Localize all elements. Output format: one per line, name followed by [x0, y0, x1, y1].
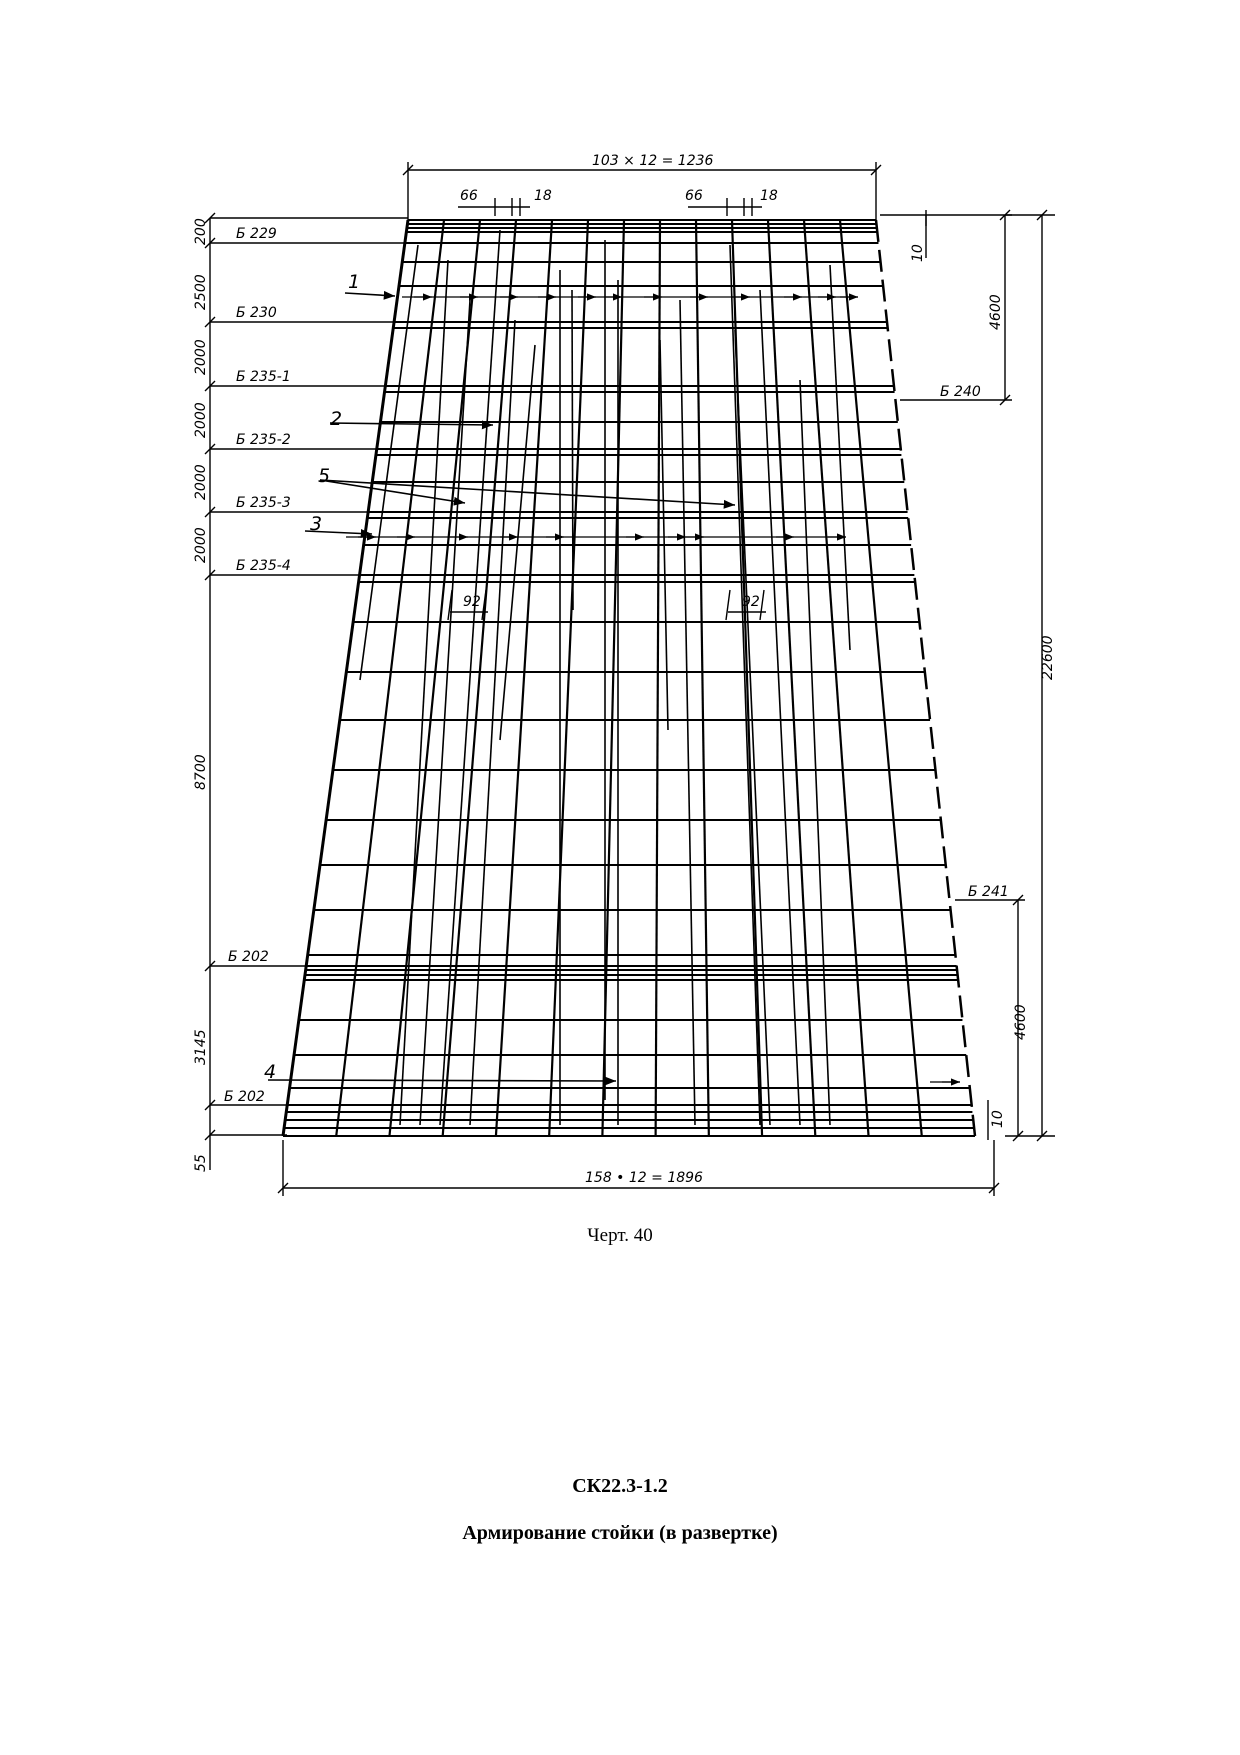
dim-left-2000-b: 2000: [193, 402, 209, 438]
vertical-bar: [696, 220, 709, 1136]
label-b235-4: Б 235-4: [236, 558, 291, 574]
dim-left-200: 200: [193, 218, 209, 245]
label-b230: Б 230: [236, 305, 277, 321]
rebar-grid: [283, 220, 975, 1136]
callout-4: 4: [264, 1061, 277, 1083]
inner-rod: [360, 245, 418, 680]
callout-2: 2: [330, 408, 343, 430]
inner-rod: [800, 380, 830, 1125]
dim-left-3145: 3145: [193, 1029, 209, 1065]
vertical-bar: [840, 220, 922, 1136]
dim-right-10-top: 10: [910, 244, 926, 262]
dim-right-4600-bottom: 4600: [1013, 1004, 1029, 1040]
dim-top-66-right: 66: [685, 188, 703, 204]
dim-92-left: 92: [463, 594, 481, 610]
dim-top-66-left: 66: [460, 188, 478, 204]
inner-rod: [730, 245, 760, 1125]
inner-rod: [500, 345, 535, 740]
inner-rod: [680, 300, 695, 1125]
dim-left-8700: 8700: [193, 754, 209, 790]
document-title: Армирование стойки (в развертке): [462, 1522, 778, 1544]
dim-top-18-left: 18: [534, 188, 552, 204]
label-b229: Б 229: [236, 226, 277, 242]
dim-92-right: 92: [742, 594, 760, 610]
callout-5: 5: [318, 465, 331, 487]
right-edge-bar: [876, 220, 975, 1136]
inner-rod: [440, 230, 500, 1125]
vertical-bar: [804, 220, 869, 1136]
dim-bottom-total: 158 • 12 = 1896: [585, 1170, 703, 1186]
label-b235-3: Б 235-3: [236, 495, 291, 511]
vertical-bar: [549, 220, 588, 1136]
label-b241: Б 241: [968, 884, 1009, 900]
inner-rod: [572, 290, 573, 610]
vertical-bar: [768, 220, 815, 1136]
dim-left-2000-a: 2000: [193, 339, 209, 375]
label-b202-bottom: Б 202: [224, 1089, 265, 1105]
dim-left-2000-c: 2000: [193, 464, 209, 500]
dim-right-10-bottom: 10: [990, 1110, 1006, 1128]
callout-1: 1: [348, 271, 361, 293]
dim-right-22600: 22600: [1040, 635, 1056, 680]
label-b240: Б 240: [940, 384, 981, 400]
dim-top-total: 103 × 12 = 1236: [592, 153, 714, 169]
dim-top-18-right: 18: [760, 188, 778, 204]
vertical-bar: [656, 220, 660, 1136]
document-code: СК22.3-1.2: [572, 1475, 668, 1497]
dim-left-2500: 2500: [193, 274, 209, 310]
label-b235-1: Б 235-1: [236, 369, 291, 385]
callout-3: 3: [310, 513, 323, 535]
label-b202-top: Б 202: [228, 949, 269, 965]
dim-left-55: 55: [193, 1154, 209, 1172]
dimension-lines: [205, 162, 1055, 1196]
dim-left-2000-d: 2000: [193, 527, 209, 563]
bar-arrow-rows: [346, 297, 960, 1082]
figure-caption: Черт. 40: [587, 1225, 653, 1246]
dim-right-4600-top: 4600: [988, 294, 1004, 330]
dimension-texts: [193, 153, 1056, 1186]
label-b235-2: Б 235-2: [236, 432, 291, 448]
